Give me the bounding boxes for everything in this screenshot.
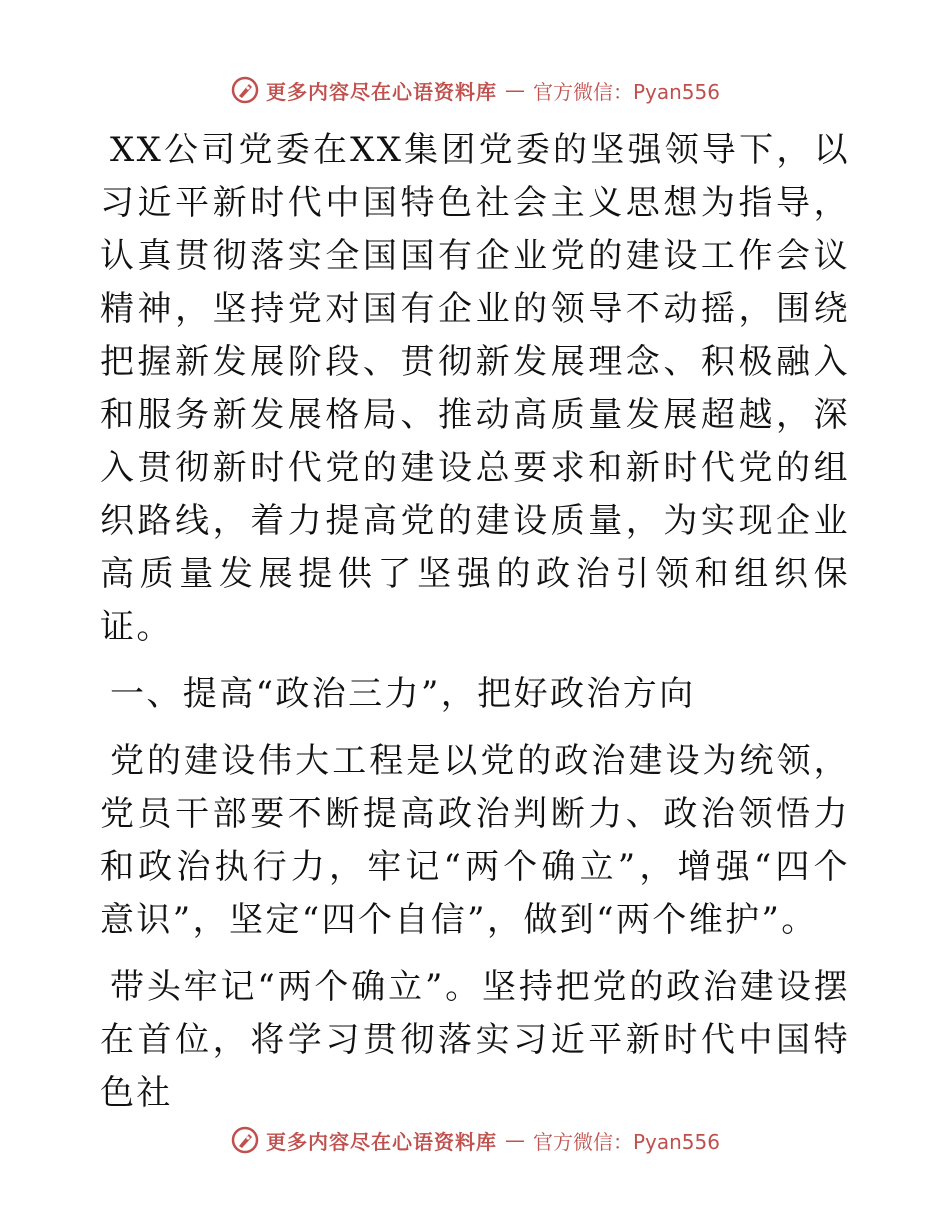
pen-nib-logo-icon <box>230 75 260 105</box>
section-heading: 一、提高“政治三力”，把好政治方向 <box>110 674 696 714</box>
header-watermark <box>0 70 950 110</box>
document-body <box>100 124 850 1120</box>
watermark-separator: — <box>504 1128 525 1152</box>
watermark-separator: — <box>504 78 525 102</box>
watermark-main-text: 更多内容尽在心语资料库 <box>265 79 497 104</box>
pen-nib-logo-icon <box>230 1125 260 1155</box>
footer-watermark <box>0 1120 950 1160</box>
intro-paragraph: XX公司党委在XX集团党委的坚强领导下，以习近平新时代中国特色社会主义思想为指导，认真贯彻落实全国国有企业党的建设工作会议精神，坚持党对国有企业的领导不动摇，围绕把握新发展阶段、贯彻新发展理念、积极融入和服务新发展格局、推动高质量发展超越，深入贯彻新时代党的建设总要求和新时代党的组织路线，着力提高党的建设质量，为实现企业高质量发展提供了坚强的政治引领和组织保证。 <box>100 130 850 647</box>
watermark-wechat-text: 官方微信：Pyan556 <box>532 79 720 104</box>
watermark-main-text: 更多内容尽在心语资料库 <box>265 1129 497 1154</box>
body-paragraph: 带头牢记“两个确立”。坚持把党的政治建设摆在首位，将学习贯彻落实习近平新时代中国特色社 <box>100 967 850 1113</box>
watermark-wechat-text: 官方微信：Pyan556 <box>532 1129 720 1154</box>
body-paragraph: 党的建设伟大工程是以党的政治建设为统领，党员干部要不断提高政治判断力、政治领悟力和政治执行力，牢记“两个确立”，增强“四个意识”，坚定“四个自信”，做到“两个维护”。 <box>100 741 850 940</box>
